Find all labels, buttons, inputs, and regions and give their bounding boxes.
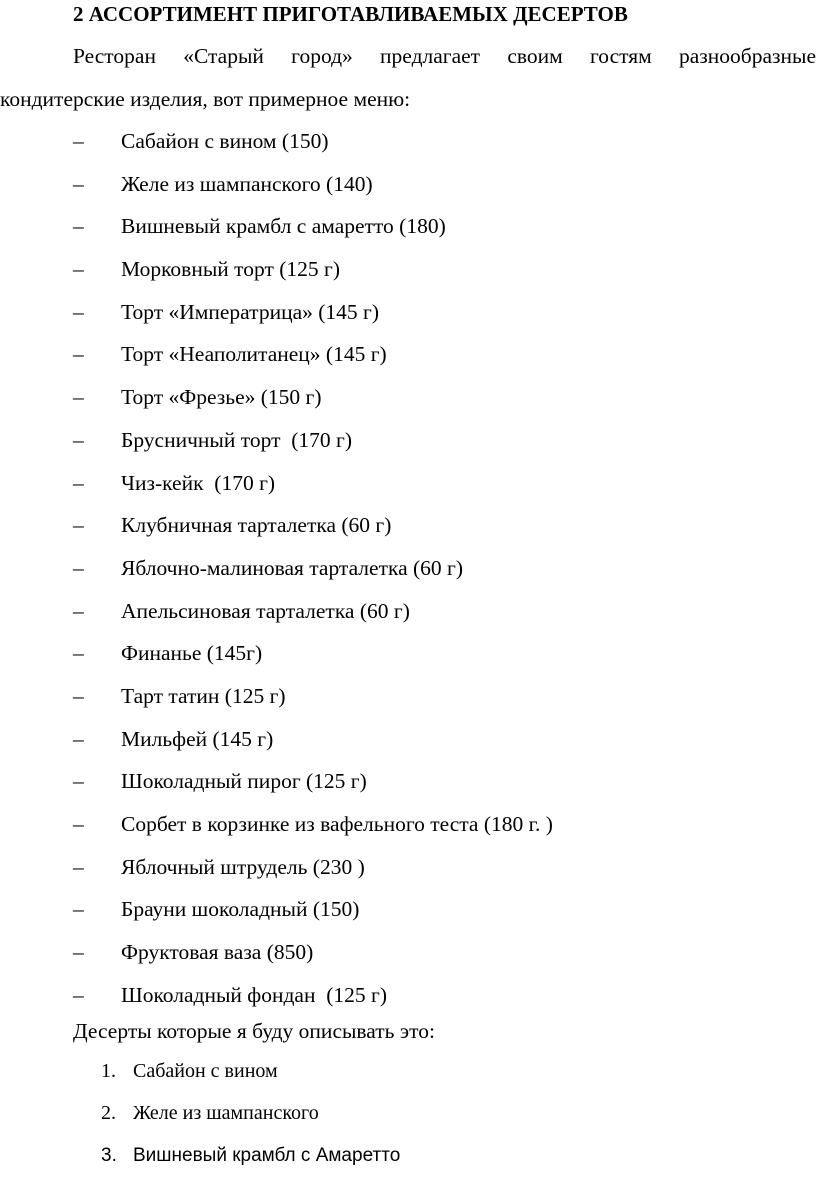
menu-item-label: Морковный торт (125 г): [121, 257, 341, 282]
dash-bullet: –: [73, 257, 84, 282]
dash-bullet: –: [73, 940, 84, 965]
menu-item: [0, 763, 816, 806]
dash-bullet: –: [73, 897, 84, 922]
menu-item: [0, 678, 816, 721]
dash-bullet: –: [73, 129, 84, 153]
menu-item-label: Шоколадный пирог (125 г): [121, 769, 367, 794]
described-dessert-label: Желе из шампанского: [133, 1102, 319, 1124]
described-dessert-label: Сабайон с вином: [133, 1060, 278, 1082]
menu-item: [0, 721, 816, 764]
described-desserts-list: [0, 1056, 816, 1182]
dash-bullet: –: [73, 513, 84, 538]
menu-item-label: Яблочный штрудель (230 ): [121, 854, 365, 879]
dash-bullet: –: [73, 812, 84, 836]
intro-paragraph-line-1: Ресторан «Старый город» предлагает своим гостям разнообразные: [73, 44, 816, 68]
menu-item: [0, 635, 816, 678]
menu-item: [0, 336, 816, 379]
menu-item: [0, 422, 816, 465]
menu-item: [0, 251, 816, 294]
menu-item-label: Сабайон с вином (150): [121, 129, 329, 153]
menu-item: [0, 123, 816, 166]
described-dessert-item: [0, 1098, 816, 1140]
described-dessert-label: Вишневый крамбл с Амаретто: [133, 1145, 401, 1166]
dash-bullet: –: [73, 342, 84, 367]
dash-bullet: –: [73, 299, 84, 324]
menu-item-label: Чиз-кейк (170 г): [121, 470, 276, 495]
menu-item-label: Апельсиновая тарталетка (60 г): [121, 598, 410, 623]
dash-bullet: –: [73, 854, 84, 879]
menu-item: [0, 806, 816, 849]
menu-item: [0, 977, 816, 1020]
section-heading: 2 АССОРТИМЕНТ ПРИГОТАВЛИВАЕМЫХ ДЕСЕРТОВ: [73, 2, 628, 26]
menu-item-label: Финанье (145г): [121, 641, 263, 666]
intro-paragraph-line-2: кондитерские изделия, вот примерное меню:: [0, 87, 411, 111]
menu-item: [0, 294, 816, 337]
menu-item-label: Тарт татин (125 г): [121, 683, 286, 708]
dash-bullet: –: [73, 385, 84, 410]
dash-bullet: –: [73, 982, 84, 1007]
menu-item-label: Сорбет в корзинке из вафельного теста (180 г. ): [121, 812, 553, 836]
dash-bullet: –: [73, 641, 84, 666]
menu-item-label: Желе из шампанского (140): [121, 171, 373, 196]
described-dessert-item: [0, 1140, 816, 1182]
described-desserts-intro: Десерты которые я буду описывать это:: [73, 1019, 435, 1043]
menu-item: [0, 593, 816, 636]
list-number: 1.: [101, 1060, 116, 1082]
dash-bullet: –: [73, 726, 84, 751]
menu-item: [0, 208, 816, 251]
menu-item: [0, 934, 816, 977]
menu-item-label: Фруктовая ваза (850): [121, 940, 314, 965]
menu-item-label: Шоколадный фондан (125 г): [121, 982, 387, 1007]
menu-item: [0, 166, 816, 209]
described-dessert-item: [0, 1056, 816, 1098]
menu-item-label: Мильфей (145 г): [121, 726, 274, 751]
dash-bullet: –: [73, 470, 84, 495]
menu-item: [0, 465, 816, 508]
menu-item-label: Торт «Императрица» (145 г): [121, 299, 380, 324]
dash-bullet: –: [73, 769, 84, 794]
menu-item-label: Вишневый крамбл с амаретто (180): [121, 214, 446, 239]
list-number: 2.: [101, 1102, 116, 1124]
menu-item: [0, 379, 816, 422]
menu-item: [0, 507, 816, 550]
menu-item-label: Торт «Фрезье» (150 г): [121, 385, 322, 410]
dash-bullet: –: [73, 683, 84, 708]
menu-item: [0, 550, 816, 593]
dessert-menu-list: [0, 123, 816, 1019]
dash-bullet: –: [73, 171, 84, 196]
list-number: 3.: [101, 1145, 117, 1166]
dash-bullet: –: [73, 214, 84, 239]
menu-item-label: Клубничная тарталетка (60 г): [121, 513, 392, 538]
dash-bullet: –: [73, 427, 84, 452]
menu-item-label: Брауни шоколадный (150): [121, 897, 360, 922]
menu-item: [0, 849, 816, 892]
menu-item: [0, 891, 816, 934]
dash-bullet: –: [73, 598, 84, 623]
dash-bullet: –: [73, 555, 84, 580]
menu-item-label: Торт «Неаполитанец» (145 г): [121, 342, 387, 367]
menu-item-label: Яблочно-малиновая тарталетка (60 г): [121, 555, 464, 580]
menu-item-label: Брусничный торт (170 г): [121, 427, 352, 452]
